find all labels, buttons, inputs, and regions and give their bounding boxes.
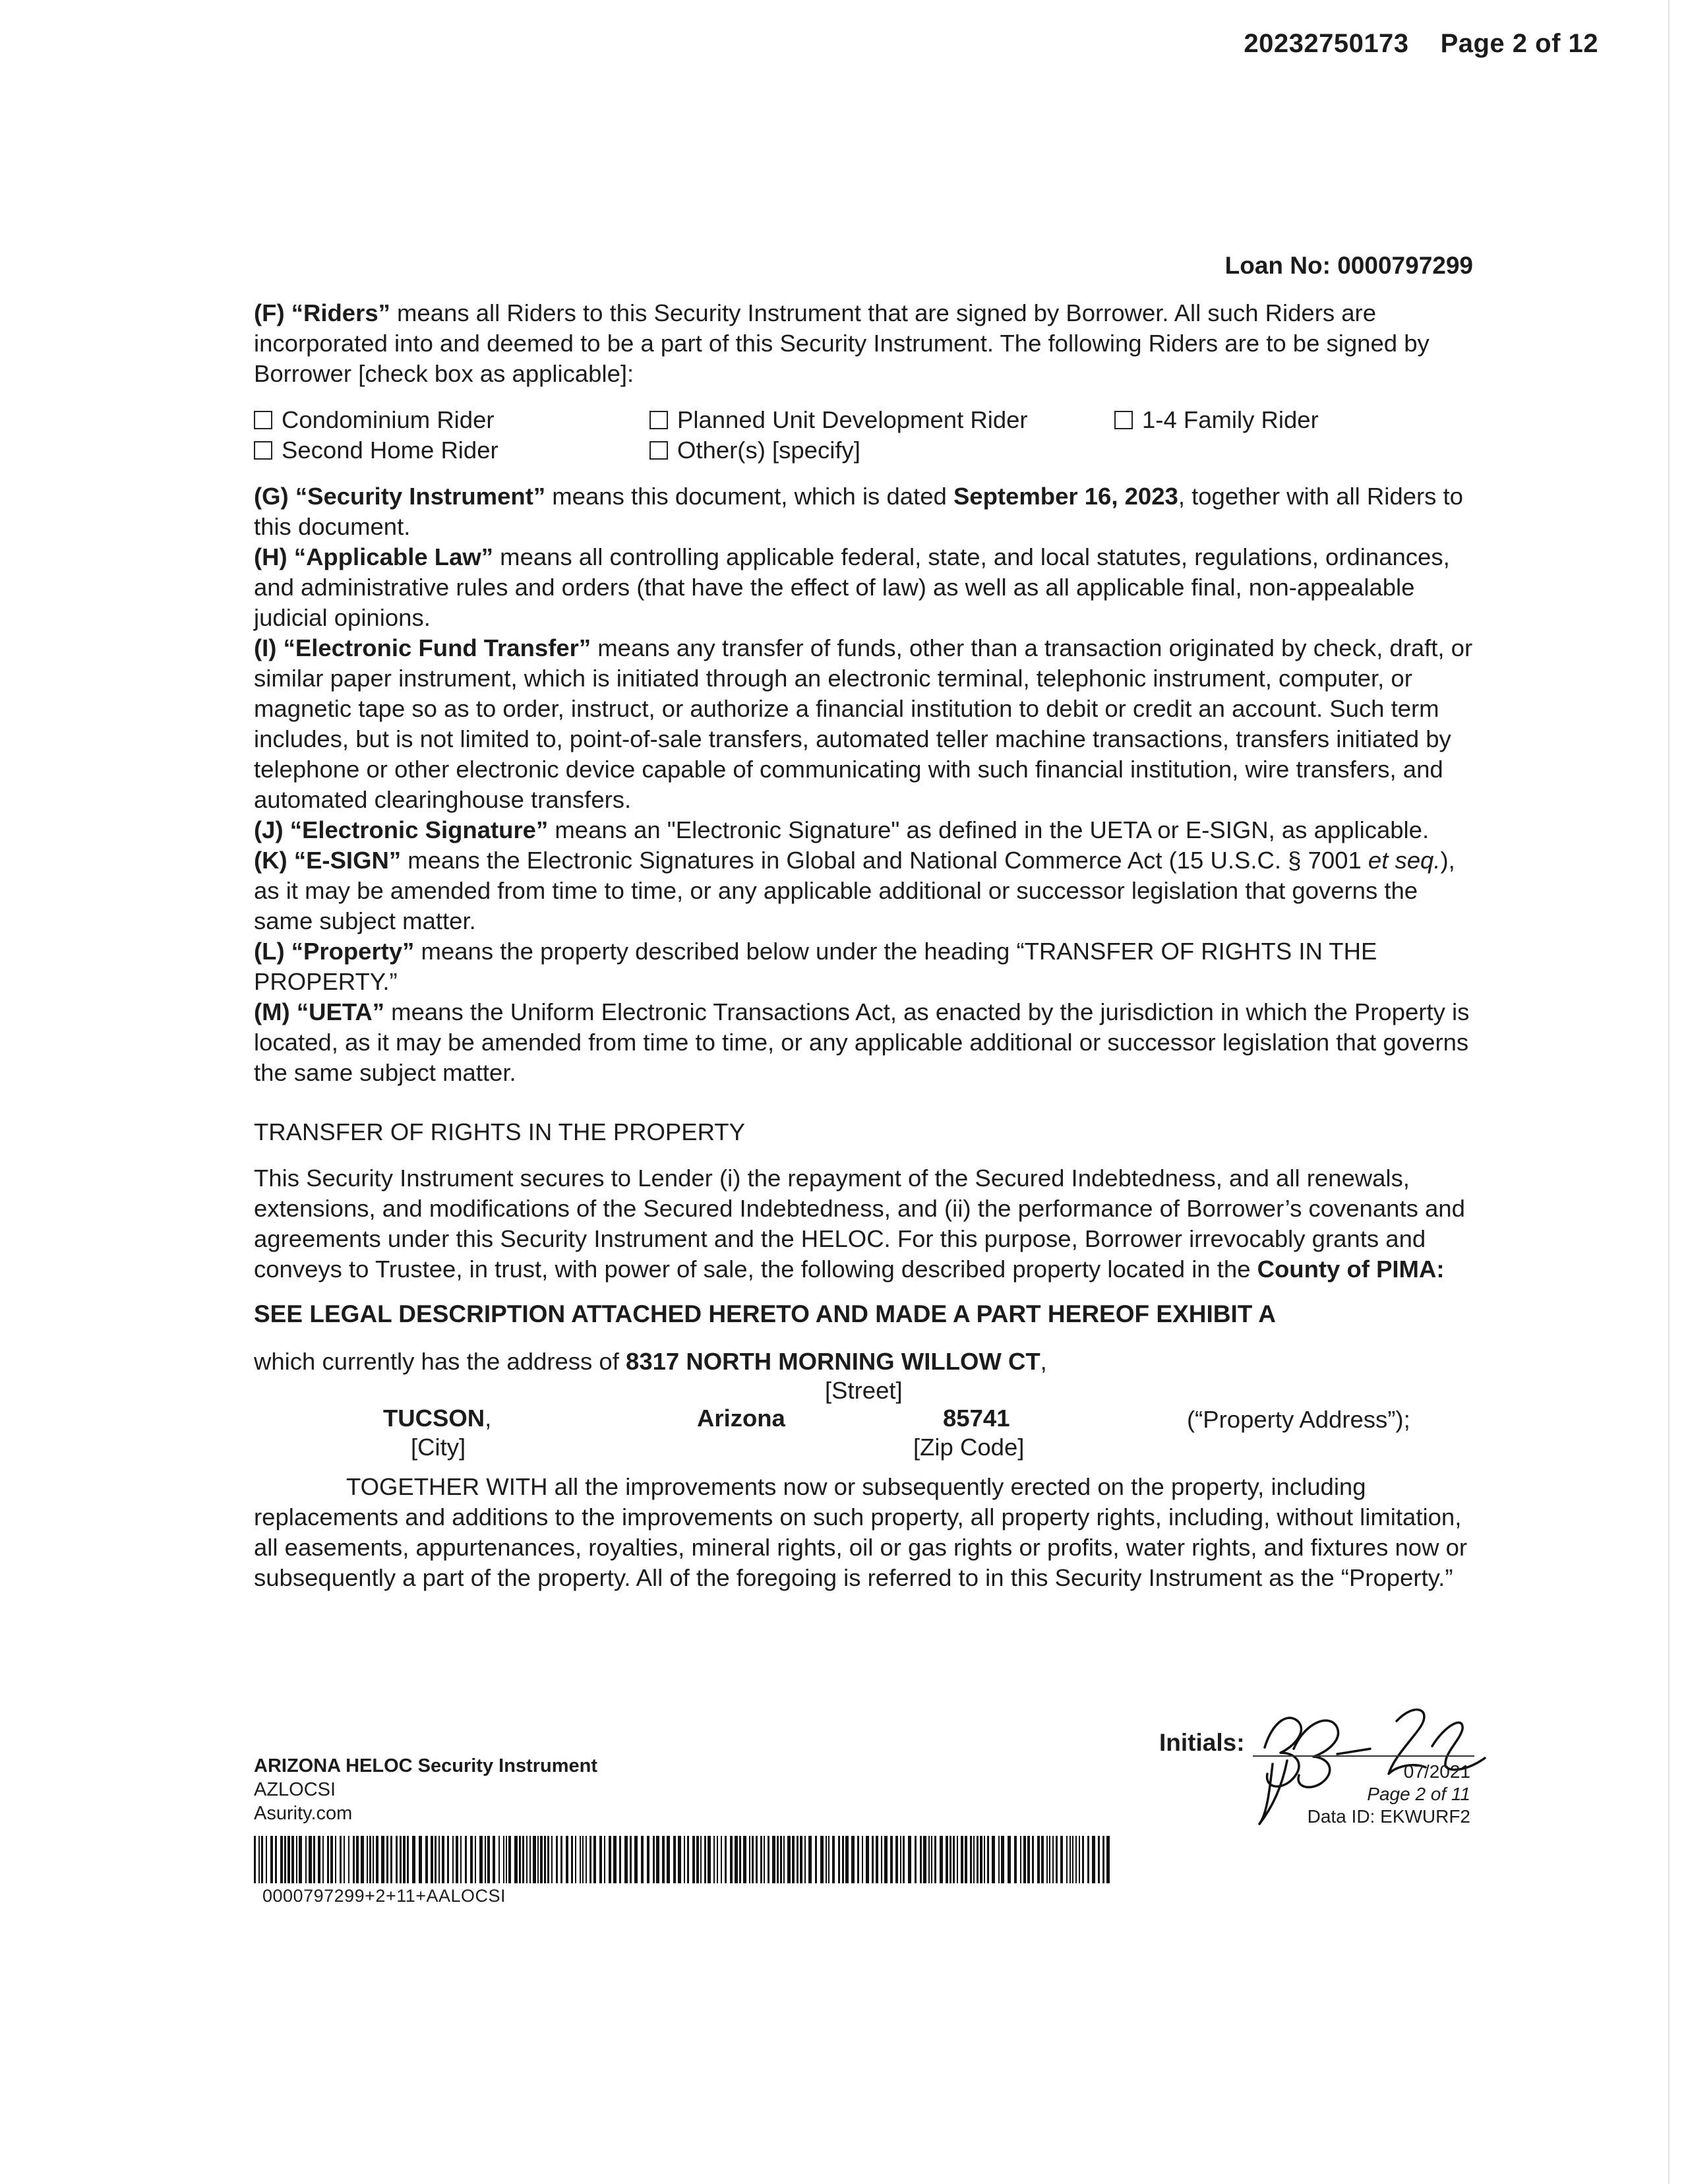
form-footer	[254, 1754, 597, 1825]
rider-second-home[interactable]: Second Home Rider	[254, 435, 649, 466]
checkbox-icon[interactable]	[649, 441, 668, 460]
street-label: [Street]	[825, 1377, 903, 1404]
riders-checklist	[254, 405, 1480, 466]
barcode-icon	[254, 1836, 1110, 1883]
rider-1-4-family[interactable]: 1-4 Family Rider	[1114, 405, 1319, 435]
address-grid	[254, 1377, 1480, 1468]
form-site: Asurity.com	[254, 1803, 353, 1824]
form-meta-right	[1253, 1761, 1470, 1828]
section-g: (G) “Security Instrument” means this document, which is dated September 16, 2023, together with all Riders to this document.	[254, 483, 1463, 540]
section-m: (M) “UETA” means the Uniform Electronic Transactions Act, as enacted by the jurisdiction in which the Property is located, as it may be amended from time to time, or any applicable additional or successor legislation that governs the same subject matter.	[254, 998, 1470, 1086]
barcode-text: 0000797299+2+11+AALOCSI	[262, 1886, 506, 1906]
zip-value: 85741	[943, 1405, 1010, 1432]
document-number: 20232750173	[1244, 29, 1409, 58]
address-line: which currently has the address of 8317 NORTH MORNING WILLOW CT,	[254, 1348, 1047, 1375]
rider-pud[interactable]: Planned Unit Development Rider	[649, 405, 1114, 435]
transfer-heading: TRANSFER OF RIGHTS IN THE PROPERTY	[254, 1118, 745, 1145]
initials-label: Initials:	[1159, 1729, 1245, 1756]
scan-edge-line	[1668, 0, 1670, 2184]
section-i: (I) “Electronic Fund Transfer” means any transfer of funds, other than a transaction originated by check, draft, or similar paper instrument, which is initiated through an electronic terminal, telephonic instrument, computer, or magnetic tape so as to order, instruct, or authorize a financial institution to debit or credit an account. Such term includes, but is not limited to, point-of-sale transfers, automated teller machine transactions, transfers initiated by telephone or other electronic device capable of communicating with such financial institution, wire transfers, and automated clearinghouse transfers.	[254, 634, 1473, 813]
loan-number: Loan No: 0000797299	[1224, 252, 1473, 279]
checkbox-icon[interactable]	[254, 441, 272, 460]
section-k: (K) “E-SIGN” means the Electronic Signatures in Global and National Commerce Act (15 U.S.C. § 7001 et seq.), as it may be amended from time to time, or any applicable additional or successor legislation that governs the same subject matter.	[254, 847, 1455, 934]
city-value: TUCSON,	[383, 1405, 492, 1432]
form-date-code: 07/2021	[1403, 1761, 1470, 1782]
checkbox-icon[interactable]	[254, 411, 272, 429]
city-label: [City]	[411, 1434, 466, 1461]
recording-header	[1244, 29, 1598, 59]
legal-description: SEE LEGAL DESCRIPTION ATTACHED HERETO AND MADE A PART HEREOF EXHIBIT A	[254, 1300, 1276, 1327]
state-value: Arizona	[697, 1405, 785, 1432]
page-indicator: Page 2 of 12	[1440, 29, 1598, 58]
transfer-paragraph: This Security Instrument secures to Lender (i) the repayment of the Secured Indebtedness, and all renewals, extensions, and modifications of the Secured Indebtedness, and (ii) the performance of Borrower’s covenants and agreements under this Security Instrument and the HELOC. For this purpose, Borrower irrevocably grants and conveys to Trustee, in trust, with power of sale, the following described property located in the County of PIMA:	[254, 1165, 1465, 1283]
data-id: Data ID: EKWURF2	[1307, 1806, 1470, 1827]
document-body	[254, 298, 1480, 1593]
property-address-label: (“Property Address”);	[1187, 1406, 1410, 1433]
section-f: (F) “Riders” means all Riders to this Security Instrument that are signed by Borrower. All such Riders are incorporated into and deemed to be a part of this Security Instrument. The following Riders are to be signed by Borrower [check box as applicable]:	[254, 299, 1430, 387]
rider-other[interactable]: Other(s) [specify]	[649, 435, 1114, 466]
rider-condominium[interactable]: Condominium Rider	[254, 405, 649, 435]
section-h: (H) “Applicable Law” means all controlling applicable federal, state, and local statutes, regulations, ordinances, and administrative rules and orders (that have the effect of law) as well as all applicable final, non-appealable judicial opinions.	[254, 543, 1450, 631]
form-code: AZLOCSI	[254, 1779, 336, 1800]
checkbox-icon[interactable]	[649, 411, 668, 429]
zip-label: [Zip Code]	[913, 1434, 1025, 1461]
section-l: (L) “Property” means the property described below under the heading “TRANSFER OF RIGHTS IN THE PROPERTY.”	[254, 938, 1377, 995]
section-j: (J) “Electronic Signature” means an "Electronic Signature" as defined in the UETA or E-SIGN, as applicable.	[254, 816, 1430, 843]
form-title: ARIZONA HELOC Security Instrument	[254, 1755, 597, 1776]
checkbox-icon[interactable]	[1114, 411, 1133, 429]
form-page-of: Page 2 of 11	[1367, 1784, 1470, 1804]
together-paragraph: TOGETHER WITH all the improvements now or subsequently erected on the property, including replacements and additions to the improvements on such property, all property rights, including, without limitation, all easements, appurtenances, royalties, mineral rights, oil or gas rights or profits, water rights, and fixtures now or subsequently a part of the property. All of the foregoing is referred to in this Security Instrument as the “Property.”	[254, 1473, 1468, 1591]
initials-line	[1253, 1755, 1474, 1757]
